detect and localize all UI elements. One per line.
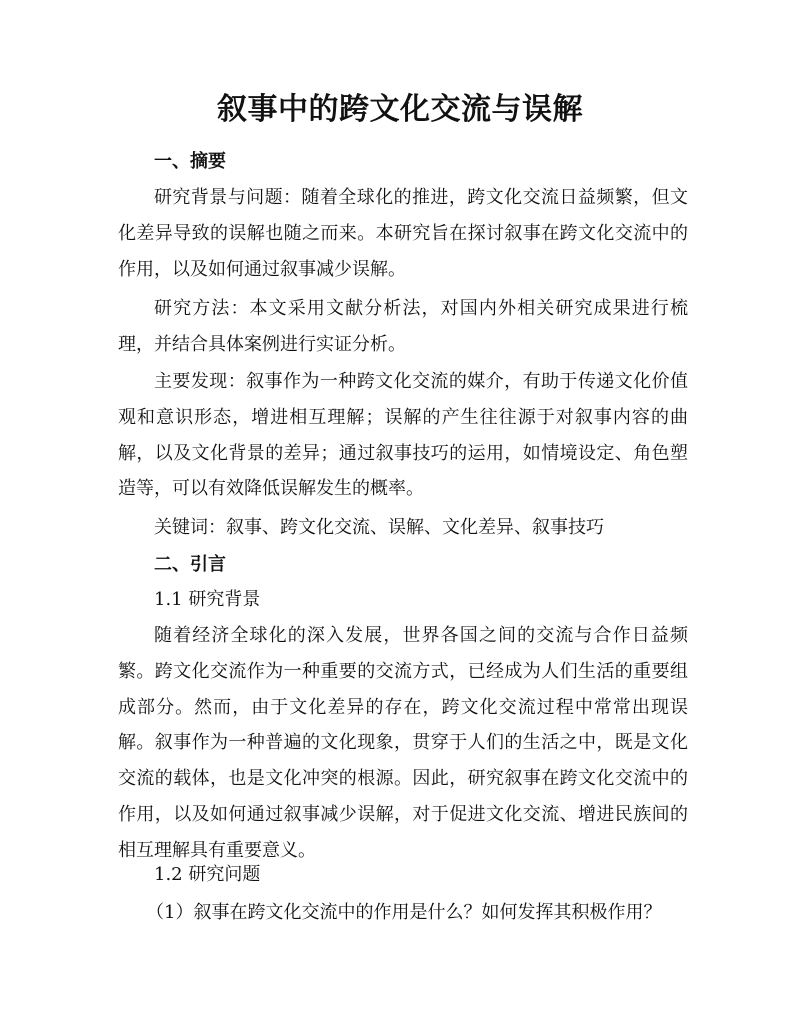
abstract-background-paragraph: 研究背景与问题：随着全球化的推进，跨文化交流日益频繁，但文化差异导致的误解也随之而来。本研究旨在探讨叙事在跨文化交流中的作用，以及如何通过叙事减少误解。 <box>118 187 688 280</box>
section-heading-abstract: 一、摘要 <box>154 151 226 172</box>
section-heading-introduction: 二、引言 <box>154 554 226 575</box>
subsection-title-questions: 1.2 研究问题 <box>154 864 261 885</box>
document-title: 叙事中的跨文化交流与误解 <box>217 92 583 127</box>
research-question-1: （1）叙事在跨文化交流中的作用是什么？如何发挥其积极作用？ <box>146 902 662 923</box>
abstract-keywords: 关键词：叙事、跨文化交流、误解、文化差异、叙事技巧 <box>154 517 604 538</box>
abstract-findings-paragraph: 主要发现：叙事作为一种跨文化交流的媒介，有助于传递文化价值观和意识形态，增进相互理解；误解的产生往往源于对叙事内容的曲解，以及文化背景的差异；通过叙事技巧的运用，如情境设定、角色塑造等，可以有效降低误解发生的概率。 <box>118 371 688 500</box>
abstract-method-paragraph: 研究方法：本文采用文献分析法，对国内外相关研究成果进行梳理，并结合具体案例进行实证分析。 <box>118 298 688 355</box>
subsection-title-background: 1.1 研究背景 <box>154 589 261 610</box>
introduction-background-paragraph: 随着经济全球化的深入发展，世界各国之间的交流与合作日益频繁。跨文化交流作为一种重要的交流方式，已经成为人们生活的重要组成部分。然而，由于文化差异的存在，跨文化交流过程中常常出现误解。叙事作为一种普遍的文化现象，贯穿于人们的生活之中，既是文化交流的载体，也是文化冲突的根源。因此，研究叙事在跨文化交流中的作用，以及如何通过叙事减少误解，对于促进文化交流、增进民族间的相互理解具有重要意义。 <box>118 625 688 861</box>
